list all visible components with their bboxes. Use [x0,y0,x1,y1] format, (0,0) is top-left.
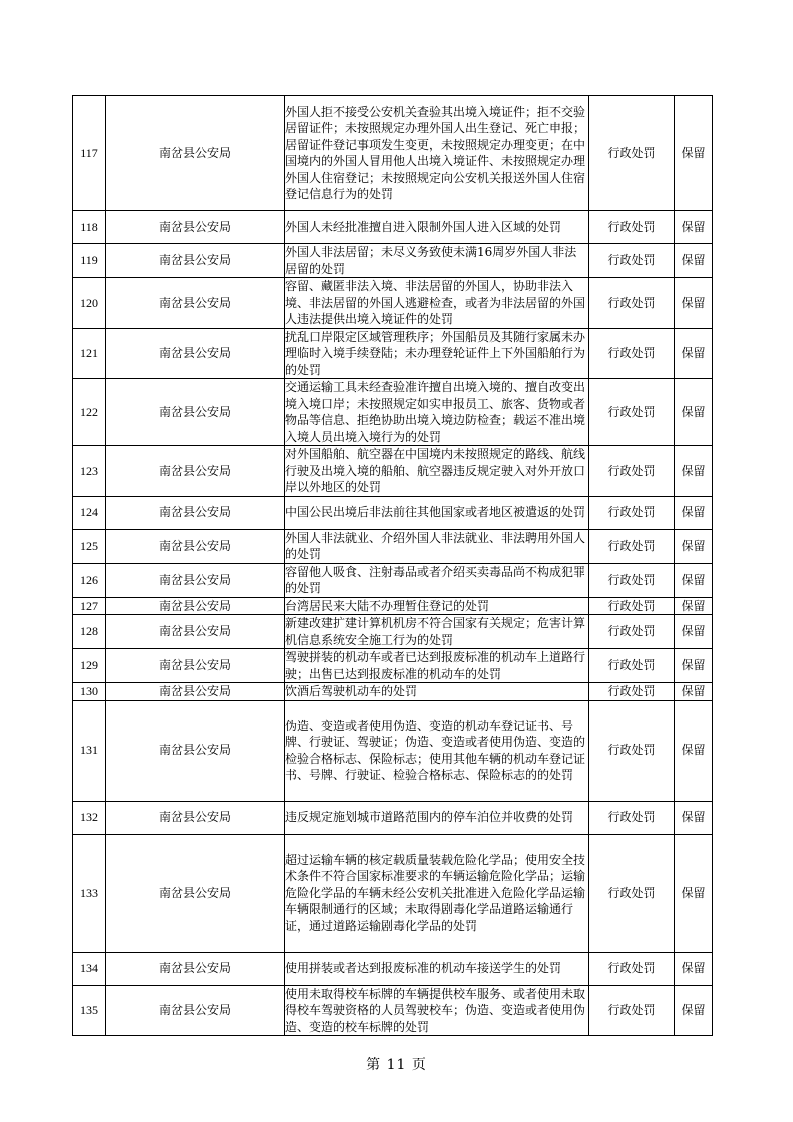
row-number: 131 [73,700,106,801]
category-cell: 行政处罚 [589,952,675,985]
department-cell: 南岔县公安局 [106,801,285,834]
table-row [73,211,713,244]
item-name-cell: 外国人非法就业、介绍外国人非法就业、非法聘用外国人的处罚 [285,529,589,563]
item-name-cell: 外国人未经批准擅自进入限制外国人进入区域的处罚 [285,211,589,244]
category-cell: 行政处罚 [589,700,675,801]
status-cell: 保留 [675,278,713,329]
row-number: 133 [73,834,106,952]
category-cell: 行政处罚 [589,211,675,244]
department-cell: 南岔县公安局 [106,700,285,801]
category-cell: 行政处罚 [589,563,675,597]
table-row [73,379,713,446]
permission-table [72,95,713,1036]
category-cell: 行政处罚 [589,649,675,683]
status-cell: 保留 [675,700,713,801]
table-row [73,496,713,529]
department-cell: 南岔县公安局 [106,446,285,497]
status-cell: 保留 [675,244,713,278]
table-row [73,96,713,211]
row-number: 118 [73,211,106,244]
row-number: 121 [73,328,106,379]
table-row [73,834,713,952]
department-cell: 南岔县公安局 [106,952,285,985]
department-cell: 南岔县公安局 [106,529,285,563]
table-body [73,96,713,1036]
status-cell: 保留 [675,597,713,615]
item-name-cell: 容留他人吸食、注射毒品或者介绍买卖毒品尚不构成犯罪的处罚 [285,563,589,597]
row-number: 128 [73,615,106,649]
department-cell: 南岔县公安局 [106,683,285,701]
table-row [73,529,713,563]
row-number: 122 [73,379,106,446]
row-number: 127 [73,597,106,615]
status-cell: 保留 [675,985,713,1036]
category-cell: 行政处罚 [589,446,675,497]
item-name-cell: 对外国船舶、航空器在中国境内未按照规定的路线、航线行驶及出境入境的船舶、航空器违反规定驶入对外开放口岸以外地区的处罚 [285,446,589,497]
item-name-cell: 容留、藏匿非法入境、非法居留的外国人，协助非法入境、非法居留的外国人逃避检查，或者为非法居留的外国人违法提供出境入境证件的处罚 [285,278,589,329]
table-row [73,615,713,649]
department-cell: 南岔县公安局 [106,379,285,446]
page-number: 第 11 页 [366,1057,427,1073]
row-number: 129 [73,649,106,683]
table-row [73,649,713,683]
status-cell: 保留 [675,496,713,529]
category-cell: 行政处罚 [589,834,675,952]
item-name-cell: 新建改建扩建计算机机房不符合国家有关规定；危害计算机信息系统安全施工行为的处罚 [285,615,589,649]
table-row [73,952,713,985]
row-number: 124 [73,496,106,529]
status-cell: 保留 [675,446,713,497]
category-cell: 行政处罚 [589,801,675,834]
department-cell: 南岔县公安局 [106,649,285,683]
row-number: 125 [73,529,106,563]
status-cell: 保留 [675,379,713,446]
table-row [73,597,713,615]
item-name-cell: 中国公民出境后非法前往其他国家或者地区被遣返的处罚 [285,496,589,529]
table-row [73,244,713,278]
item-name-cell: 外国人拒不接受公安机关查验其出境入境证件；拒不交验居留证件；未按照规定办理外国人出生登记、死亡申报；居留证件登记事项发生变更，未按照规定办理变更；在中国境内的外国人冒用他人出境入境证件、未按照规定办理外国人住宿登记；未按照规定向公安机关报送外国人住宿登记信息行为的处罚 [285,96,589,211]
item-name-cell: 超过运输车辆的核定载质量装载危险化学品；使用安全技术条件不符合国家标准要求的车辆运输危险化学品；运输危险化学品的车辆未经公安机关批准进入危险化学品运输车辆限制通行的区域；未取得剧毒化学品道路运输通行证，通过道路运输剧毒化学品的处罚 [285,834,589,952]
status-cell: 保留 [675,649,713,683]
department-cell: 南岔县公安局 [106,328,285,379]
row-number: 134 [73,952,106,985]
row-number: 126 [73,563,106,597]
item-name-cell: 使用未取得校车标牌的车辆提供校车服务、或者使用未取得校车驾驶资格的人员驾驶校车；伪造、变造或者使用伪造、变造的校车标牌的处罚 [285,985,589,1036]
department-cell: 南岔县公安局 [106,278,285,329]
department-cell: 南岔县公安局 [106,211,285,244]
department-cell: 南岔县公安局 [106,496,285,529]
status-cell: 保留 [675,96,713,211]
department-cell: 南岔县公安局 [106,597,285,615]
table-row [73,328,713,379]
table-row [73,801,713,834]
item-name-cell: 驾驶拼装的机动车或者已达到报废标准的机动车上道路行驶；出售已达到报废标准的机动车的处罚 [285,649,589,683]
table-row [73,446,713,497]
item-name-cell: 饮酒后驾驶机动车的处罚 [285,683,589,701]
status-cell: 保留 [675,529,713,563]
item-name-cell: 使用拼装或者达到报废标准的机动车接送学生的处罚 [285,952,589,985]
row-number: 117 [73,96,106,211]
category-cell: 行政处罚 [589,96,675,211]
status-cell: 保留 [675,615,713,649]
status-cell: 保留 [675,211,713,244]
row-number: 135 [73,985,106,1036]
status-cell: 保留 [675,683,713,701]
department-cell: 南岔县公安局 [106,244,285,278]
table-row [73,700,713,801]
department-cell: 南岔县公安局 [106,615,285,649]
row-number: 120 [73,278,106,329]
category-cell: 行政处罚 [589,683,675,701]
category-cell: 行政处罚 [589,615,675,649]
row-number: 132 [73,801,106,834]
department-cell: 南岔县公安局 [106,985,285,1036]
row-number: 119 [73,244,106,278]
department-cell: 南岔县公安局 [106,834,285,952]
category-cell: 行政处罚 [589,278,675,329]
department-cell: 南岔县公安局 [106,563,285,597]
item-name-cell: 伪造、变造或者使用伪造、变造的机动车登记证书、号牌、行驶证、驾驶证；伪造、变造或者使用伪造、变造的检验合格标志、保险标志；使用其他车辆的机动车登记证书、号牌、行驶证、检验合格标志、保险标志的的处罚 [285,700,589,801]
status-cell: 保留 [675,801,713,834]
status-cell: 保留 [675,834,713,952]
item-name-cell: 扰乱口岸限定区域管理秩序；外国船员及其随行家属未办理临时入境手续登陆；未办理登轮证件上下外国船舶行为的处罚 [285,328,589,379]
item-name-cell: 台湾居民来大陆不办理暂住登记的处罚 [285,597,589,615]
category-cell: 行政处罚 [589,496,675,529]
category-cell: 行政处罚 [589,597,675,615]
item-name-cell: 外国人非法居留；未尽义务致使未满16周岁外国人非法居留的处罚 [285,244,589,278]
category-cell: 行政处罚 [589,244,675,278]
category-cell: 行政处罚 [589,529,675,563]
status-cell: 保留 [675,952,713,985]
item-name-cell: 交通运输工具未经查验准许擅自出境入境的、擅自改变出境入境口岸；未按照规定如实申报员工、旅客、货物或者物品等信息、拒绝协助出境入境边防检查；载运不准出境入境人员出境入境行为的处罚 [285,379,589,446]
category-cell: 行政处罚 [589,328,675,379]
table-row [73,278,713,329]
department-cell: 南岔县公安局 [106,96,285,211]
table-row [73,563,713,597]
row-number: 130 [73,683,106,701]
item-name-cell: 违反规定施划城市道路范围内的停车泊位并收费的处罚 [285,801,589,834]
status-cell: 保留 [675,328,713,379]
category-cell: 行政处罚 [589,985,675,1036]
table-row [73,985,713,1036]
row-number: 123 [73,446,106,497]
category-cell: 行政处罚 [589,379,675,446]
table-row [73,683,713,701]
status-cell: 保留 [675,563,713,597]
